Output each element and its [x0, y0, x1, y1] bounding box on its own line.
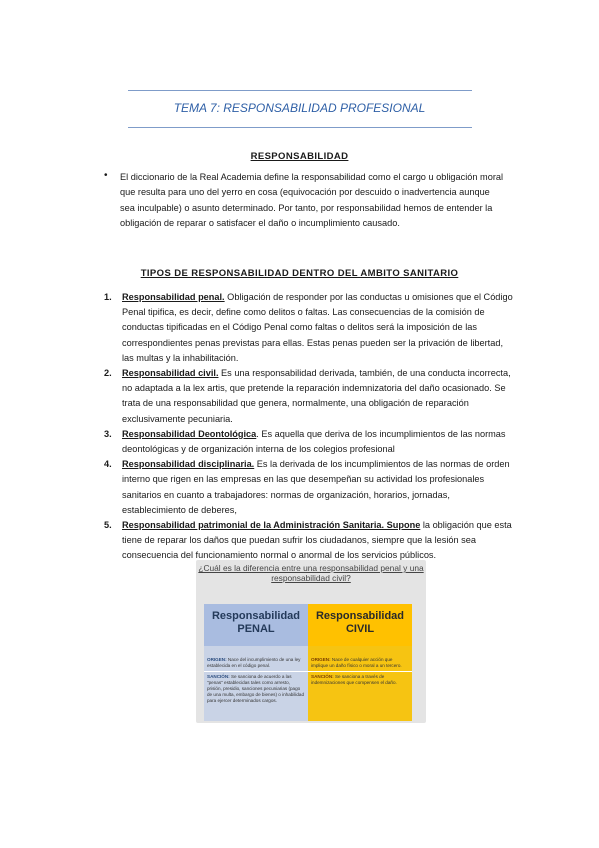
bullet-icon: • — [104, 170, 108, 181]
item-name: Responsabilidad Deontológica — [122, 428, 257, 439]
civil-header: Responsabilidad CIVIL — [308, 604, 412, 646]
comparison-figure — [196, 560, 426, 723]
item-name: Responsabilidad disciplinaria. — [122, 459, 255, 470]
item-name: Responsabilidad civil. — [122, 368, 219, 379]
list-item — [104, 518, 516, 564]
list-item — [104, 457, 516, 518]
item-text: Obligación de responder por las conductas u omisiones que el Código Penal tipifica, es decir, define como delitos o faltas. Las consecuencias de la comisión de conductas tipificadas en el Código Penal como faltas o delitos será la imposición de las correspondientes penas previstas para ellas. Estas penas pueden ser la privación de libertad, las multas y la inhabilitación. — [122, 292, 513, 363]
section-heading-tipos: TIPOS DE RESPONSABILIDAD DENTRO DEL AMBITO SANITARIO — [140, 268, 459, 279]
item-text: la obligación que esta tiene de reparar los daños que puedan sufrir los ciudadanos, siempre que la lesión sea consecuencia del funcionamiento normal o anormal de los servicios públicos. — [122, 520, 512, 561]
list-item — [104, 427, 516, 457]
item-number: 3. — [104, 428, 112, 439]
penal-header: Responsabilidad PENAL — [204, 604, 308, 646]
penal-origen: ORIGEN: Nace del incumplimiento de una ley establecida en el código penal. — [207, 657, 301, 668]
title-rule-top — [128, 90, 472, 91]
civil-sancion: SANCIÓN: Se sanciona a través de indemnizaciones que compensen el daño. — [308, 671, 412, 688]
list-item — [104, 366, 516, 427]
item-number: 4. — [104, 459, 112, 470]
item-number: 5. — [104, 520, 112, 531]
list-item — [104, 290, 516, 366]
penal-column — [204, 604, 308, 721]
document-title: TEMA 7: RESPONSABILIDAD PROFESIONAL — [173, 101, 426, 115]
civil-column — [308, 604, 412, 721]
figure-question: ¿Cuál es la diferencia entre una responsabilidad penal y una responsabilidad civil? — [198, 563, 424, 583]
item-name: Responsabilidad penal. — [122, 292, 225, 302]
item-text: . Es aquella que deriva de los incumplimientos de las normas deontológicas y de organización interna de los colegios profesional — [122, 428, 506, 455]
definition-text: El diccionario de la Real Academia define la responsabilidad como el cargo u obligación moral que resulta para uno del yerro en cosa (equivocación por descuido o inadvertencia aunque sea inculpable) o asunto determinado. Por tanto, por responsabilidad hemos de entender la obligación de reparar o satisfacer el daño o incumplimiento causado. — [120, 172, 504, 228]
types-list — [104, 290, 516, 564]
penal-sancion: SANCIÓN: Se sanciona de acuerdo a las "penas" establecidas tales como arresto, prisión, presidio, sanciones pecuniarias (pago de una multa, embargo de bienes) o inhabilidad para ejercer determinados cargos. — [204, 671, 308, 706]
item-text: Es la derivada de los incumplimientos de las normas de orden interno que rigen en las empresas en las que desempeñan su actividad los profesionales sanitarios en cuanto a trabajadores: normas de organización, horarios, jornadas, establecimiento de deberes, — [122, 459, 510, 515]
section-heading-responsabilidad: RESPONSABILIDAD — [250, 151, 349, 162]
title-rule-bottom — [128, 127, 472, 128]
item-text: Es una responsabilidad derivada, también, de una conducta incorrecta, no adaptada a la lex artis, que pretende la reparación indemnizatoria del daño ocasionado. Se trata de una responsabilidad que genera, normalmente, una obligación de reparación exclusivamente pecuniaria. — [122, 368, 511, 424]
civil-origen: ORIGEN: Nace de cualquier acción que implique un daño físico o moral a un tercero. — [311, 657, 402, 668]
item-number: 2. — [104, 368, 112, 379]
item-name: Responsabilidad patrimonial de la Administración Sanitaria. Supone — [122, 520, 421, 531]
item-number: 1. — [104, 292, 112, 302]
